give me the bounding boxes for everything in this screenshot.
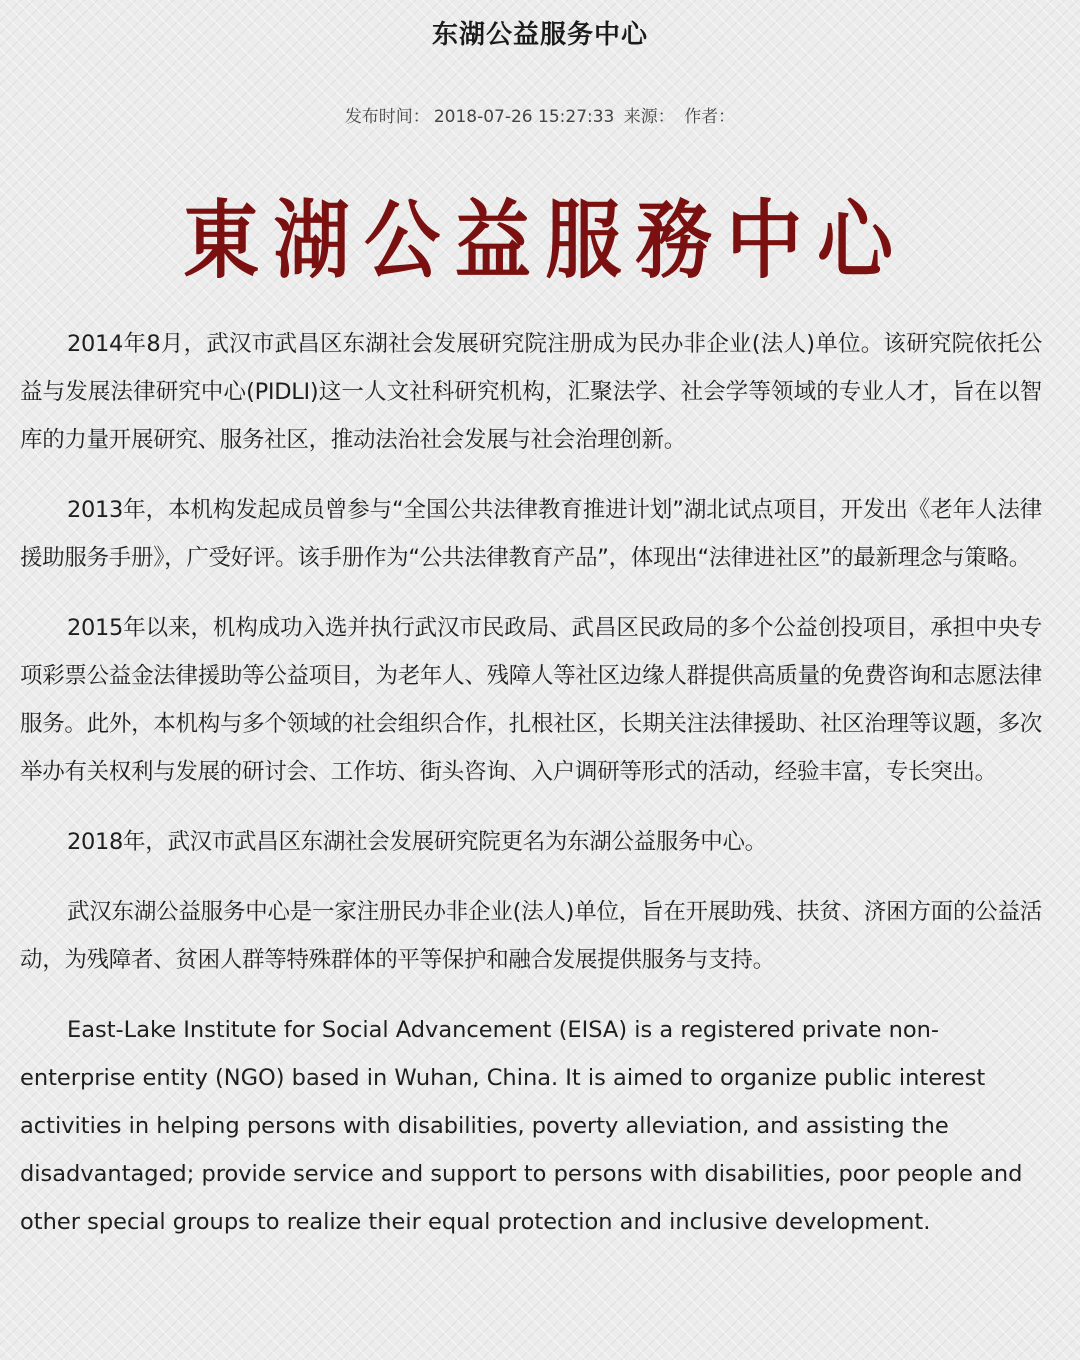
publish-time-label: 发布时间： xyxy=(344,107,430,127)
seal-script-title xyxy=(178,190,898,291)
seal-title-char: 東 xyxy=(183,190,259,291)
body-paragraph: 2018年，武汉市武昌区东湖社会发展研究院更名为东湖公益服务中心。 xyxy=(67,829,767,855)
body-paragraph: 2013年，本机构发起成员曾参与“全国公共法律教育推进计划”湖北试点项目，开发出《老年人法律援助服务手册》，广受好评。该手册作为“公共法律教育产品”，体现出“法律进社区”的最新理念与策略。 xyxy=(20,497,1042,571)
seal-title-char: 務 xyxy=(635,190,712,291)
seal-title-char: 益 xyxy=(454,190,531,291)
source-label: 来源： xyxy=(623,107,675,127)
page-title: 东湖公益服务中心 xyxy=(431,20,648,50)
seal-title-char: 公 xyxy=(364,190,441,291)
english-paragraph: East-Lake Institute for Social Advancement (EISA) is a registered private non-enterprise entity (NGO) based in Wuhan, China. It is aimed to organize public interest activities in helping persons with disabilities, poverty alleviation, and assisting the disadvantaged; provide service and support to persons with disabilities, poor people and other special groups to realize their equal protection and inclusive development. xyxy=(20,1017,1023,1235)
seal-title-char: 服 xyxy=(545,190,622,291)
seal-title-char: 中 xyxy=(726,190,803,291)
body-paragraph: 2014年8月，武汉市武昌区东湖社会发展研究院注册成为民办非企业(法人)单位。该研究院依托公益与发展法律研究中心(PIDLI)这一人文社科研究机构，汇聚法学、社会学等领域的专业人才，旨在以智库的力量开展研究、服务社区，推动法治社会发展与社会治理创新。 xyxy=(20,331,1042,453)
publish-time-value: 2018-07-26 15:27:33 xyxy=(433,107,615,127)
seal-title-char: 心 xyxy=(816,190,893,291)
body-paragraph: 武汉东湖公益服务中心是一家注册民办非企业(法人)单位，旨在开展助残、扶贫、济困方面的公益活动，为残障者、贫困人群等特殊群体的平等保护和融合发展提供服务与支持。 xyxy=(20,899,1042,973)
body-paragraph: 2015年以来，机构成功入选并执行武汉市民政局、武昌区民政局的多个公益创投项目，承担中央专项彩票公益金法律援助等公益项目，为老年人、残障人等社区边缘人群提供高质量的免费咨询和志愿法律服务。此外，本机构与多个领域的社会组织合作，扎根社区，长期关注法律援助、社区治理等议题，多次举办有关权利与发展的研讨会、工作坊、街头咨询、入户调研等形式的活动，经验丰富，专长突出。 xyxy=(20,615,1042,785)
article-body xyxy=(20,320,1042,1268)
author-label: 作者： xyxy=(684,107,736,127)
article-meta xyxy=(0,102,1080,127)
seal-title-char: 湖 xyxy=(273,190,350,291)
